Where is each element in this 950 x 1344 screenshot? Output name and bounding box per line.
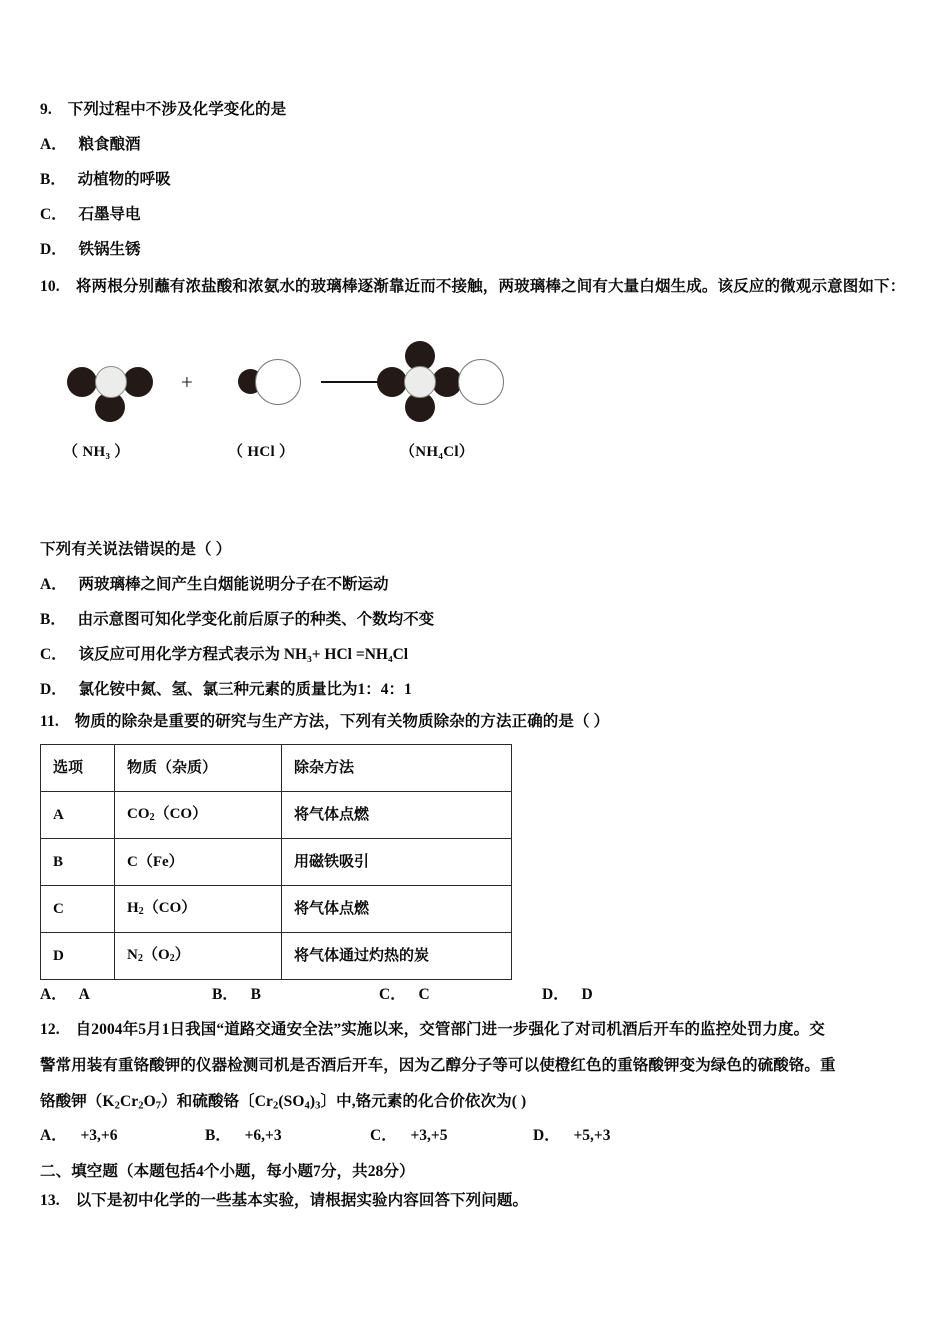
question-12-stem-line2: 警常用装有重铬酸钾的仪器检测司机是否酒后开车，因为乙醇分子等可以使橙红色的重铬酸钾变为绿色的硫酸铬。重 <box>40 1057 836 1074</box>
option-text: 铁锅生锈 <box>78 241 141 258</box>
chlorine-atom-nh4cl <box>458 359 504 405</box>
question-11-option-b[interactable] <box>212 986 261 1005</box>
table-row <box>41 839 512 886</box>
row-substance: C（Fe） <box>115 839 282 886</box>
option-text: B <box>250 986 261 1003</box>
question-12-option-b[interactable] <box>205 1127 282 1146</box>
question-12-stem-line1 <box>40 1021 825 1040</box>
option-label: B． <box>212 986 238 1003</box>
option-label: D． <box>40 681 67 698</box>
nitrogen-atom-nh4cl <box>404 366 436 398</box>
question-9-number: 9. <box>40 101 52 118</box>
question-9-option-a[interactable] <box>40 136 140 155</box>
question-12-number: 12. <box>40 1021 60 1038</box>
option-text: 动植物的呼吸 <box>77 171 171 188</box>
option-text: +3,+6 <box>80 1127 118 1144</box>
option-text: 该反应可用化学方程式表示为 NH₃+ HCl =NH₄Cl <box>78 646 409 663</box>
question-11-stem-text: 物质的除杂是重要的研究与生产方法，下列有关物质除杂的方法正确的是（ ） <box>74 713 610 730</box>
table-header-row <box>41 745 512 792</box>
option-label: D． <box>40 241 67 258</box>
label-hydrogen-chloride: （ HCl ） <box>228 444 295 460</box>
question-11-option-c[interactable] <box>379 986 430 1005</box>
row-method: 将气体点燃 <box>282 886 512 933</box>
option-label: D． <box>533 1127 560 1144</box>
option-text: 由示意图可知化学变化前后原子的种类、个数均不变 <box>77 611 435 628</box>
reaction-diagram <box>55 340 515 475</box>
row-option: D <box>41 933 115 980</box>
option-text: +5,+3 <box>573 1127 611 1144</box>
question-10-stem <box>40 270 918 304</box>
question-10-option-c[interactable] <box>40 646 408 665</box>
table-header-option: 选项 <box>41 745 115 792</box>
option-label: A． <box>40 986 67 1003</box>
question-10-option-b[interactable] <box>40 611 434 630</box>
row-substance: $H_2(CO)$ <box>115 886 282 933</box>
section-2-heading: 二、填空题（本题包括4个小题，每小题7分，共28分） <box>40 1163 415 1180</box>
question-10-option-d[interactable] <box>40 681 412 700</box>
question-12-stem-line3: 铬酸钾$(K_2Cr_2O_7)$和硫酸铬〔$Cr_2(SO_4)_3$〕中,铬元素的化合价依次为( ) <box>40 1093 527 1112</box>
question-13-stem-text: 以下是初中化学的一些基本实验，请根据实验内容回答下列问题。 <box>75 1192 529 1209</box>
row-method: 将气体点燃 <box>282 792 512 839</box>
question-11-number: 11. <box>40 713 59 730</box>
option-label: B． <box>40 611 66 628</box>
plus-sign: + <box>181 370 193 394</box>
option-text: 石墨导电 <box>78 206 141 223</box>
row-option: C <box>41 886 115 933</box>
table-row <box>41 886 512 933</box>
row-substance: $N_2(O_2)$ <box>115 933 282 980</box>
question-11-option-a[interactable] <box>40 986 90 1005</box>
chlorine-atom-hcl <box>255 359 301 405</box>
label-ammonium-chloride: （NH₄Cl） <box>400 444 475 460</box>
option-label: A． <box>40 576 67 593</box>
question-12-option-c[interactable] <box>370 1127 448 1146</box>
option-label: D． <box>542 986 569 1003</box>
label-ammonia: （ NH₃ ） <box>63 444 130 460</box>
question-10-number: 10. <box>40 278 60 295</box>
question-13-stem <box>40 1192 528 1211</box>
question-9-stem-text: 下列过程中不涉及化学变化的是 <box>67 101 287 118</box>
option-text: 氯化铵中氮、氢、氯三种元素的质量比为1：4：1 <box>78 681 412 698</box>
question-10-stem-text: 将两根分别蘸有浓盐酸和浓氨水的玻璃棒逐渐靠近而不接触，两玻璃棒之间有大量白烟生成。该反应的微观示意图如下： <box>75 278 906 295</box>
option-label: B． <box>205 1127 231 1144</box>
question-9-stem <box>40 101 286 120</box>
row-option: A <box>41 792 115 839</box>
question-11-options <box>40 986 620 1008</box>
nitrogen-atom-nh3 <box>95 366 127 398</box>
question-9-option-b[interactable] <box>40 171 171 190</box>
hydrogen-atom-nh4cl-left <box>377 367 407 397</box>
option-label: B． <box>40 171 66 188</box>
option-label: C． <box>40 646 67 663</box>
question-12-option-d[interactable] <box>533 1127 611 1146</box>
hydrogen-atom-nh3-left <box>67 367 97 397</box>
row-method: 用磁铁吸引 <box>282 839 512 886</box>
option-label: A． <box>40 136 67 153</box>
option-label: C． <box>370 1127 397 1144</box>
question-13-number: 13. <box>40 1192 60 1209</box>
question-12-option-a[interactable] <box>40 1127 118 1146</box>
option-label: A． <box>40 1127 67 1144</box>
option-text: C <box>418 986 430 1003</box>
question-9-option-c[interactable] <box>40 206 140 225</box>
question-11-option-d[interactable] <box>542 986 593 1005</box>
question-11-stem <box>40 713 609 732</box>
row-option: B <box>41 839 115 886</box>
option-text: 粮食酿酒 <box>78 136 141 153</box>
question-10-option-a[interactable] <box>40 576 388 595</box>
table-row <box>41 933 512 980</box>
question-9-option-d[interactable] <box>40 241 140 260</box>
table-row <box>41 792 512 839</box>
row-substance: $CO_2(CO)$ <box>115 792 282 839</box>
option-text: A <box>78 986 90 1003</box>
row-method: 将气体通过灼热的炭 <box>282 933 512 980</box>
question-12-stem-text-1: 自2004年5月1日我国“道路交通安全法”实施以来，交管部门进一步强化了对司机酒后开车的监控处罚力度。交 <box>75 1021 825 1038</box>
option-text: +3,+5 <box>410 1127 448 1144</box>
option-label: C． <box>40 206 67 223</box>
table-header-method: 除杂方法 <box>282 745 512 792</box>
option-text: D <box>581 986 593 1003</box>
hydrogen-atom-nh3-right <box>123 367 153 397</box>
option-label: C． <box>379 986 406 1003</box>
table-header-substance: 物质（杂质） <box>115 745 282 792</box>
option-text: 两玻璃棒之间产生白烟能说明分子在不断运动 <box>78 576 389 593</box>
impurity-removal-table <box>40 744 512 980</box>
option-text: +6,+3 <box>244 1127 282 1144</box>
question-10-sub-stem: 下列有关说法错误的是（ ） <box>40 541 232 558</box>
